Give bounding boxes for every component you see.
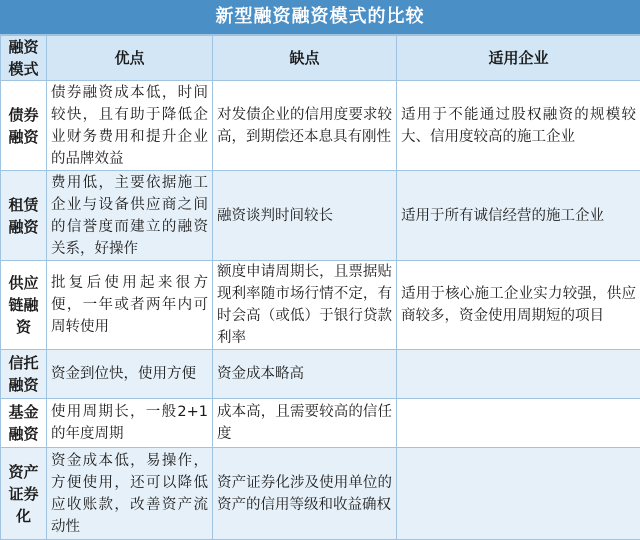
row-fit: [397, 350, 640, 399]
comparison-table: [0, 35, 640, 540]
table-row: [1, 171, 640, 261]
row-pros: 费用低，主要依据施工企业与设备供应商之间的信誉度而建立的融资关系，好操作: [47, 171, 213, 261]
header-fit: 适用企业: [397, 36, 640, 81]
row-cons: 额度申请周期长，且票据贴现利率随市场行情不定，有时会高（或低）于银行贷款利率: [213, 261, 397, 350]
row-pros: 资金成本低，易操作，方便使用，还可以降低应收账款，改善资产流动性: [47, 448, 213, 540]
row-pros: 债券融资成本低，时间较快，且有助于降低企业财务费用和提升企业的品牌效益: [47, 81, 213, 171]
row-mode: 债券融资: [1, 81, 47, 171]
row-mode: 资产证券化: [1, 448, 47, 540]
row-pros: 资金到位快，使用方便: [47, 350, 213, 399]
table-row: [1, 399, 640, 448]
header-row: [1, 36, 640, 81]
row-cons: 融资谈判时间较长: [213, 171, 397, 261]
row-pros: 批复后使用起来很方便，一年或者两年内可周转使用: [47, 261, 213, 350]
row-fit: 适用于核心施工企业实力较强，供应商较多，资金使用周期短的项目: [397, 261, 640, 350]
header-cons: 缺点: [213, 36, 397, 81]
table-title: 新型融资融资模式的比较: [0, 0, 640, 35]
row-mode: 供应链融资: [1, 261, 47, 350]
table-row: [1, 448, 640, 540]
table-row: [1, 350, 640, 399]
row-fit: [397, 448, 640, 540]
row-cons: 对发债企业的信用度要求较高，到期偿还本息具有刚性: [213, 81, 397, 171]
table-row: [1, 261, 640, 350]
row-cons: 资产证券化涉及使用单位的资产的信用等级和收益确权: [213, 448, 397, 540]
row-pros: 使用周期长，一般2+1 的年度周期: [47, 399, 213, 448]
row-cons: 资金成本略高: [213, 350, 397, 399]
row-cons: 成本高，且需要较高的信任度: [213, 399, 397, 448]
row-mode: 基金融资: [1, 399, 47, 448]
header-mode: 融资模式: [1, 36, 47, 81]
row-fit: 适用于不能通过股权融资的规模较大、信用度较高的施工企业: [397, 81, 640, 171]
row-mode: 信托融资: [1, 350, 47, 399]
row-fit: [397, 399, 640, 448]
row-mode: 租赁融资: [1, 171, 47, 261]
row-fit: 适用于所有诚信经营的施工企业: [397, 171, 640, 261]
header-pros: 优点: [47, 36, 213, 81]
table-row: [1, 81, 640, 171]
